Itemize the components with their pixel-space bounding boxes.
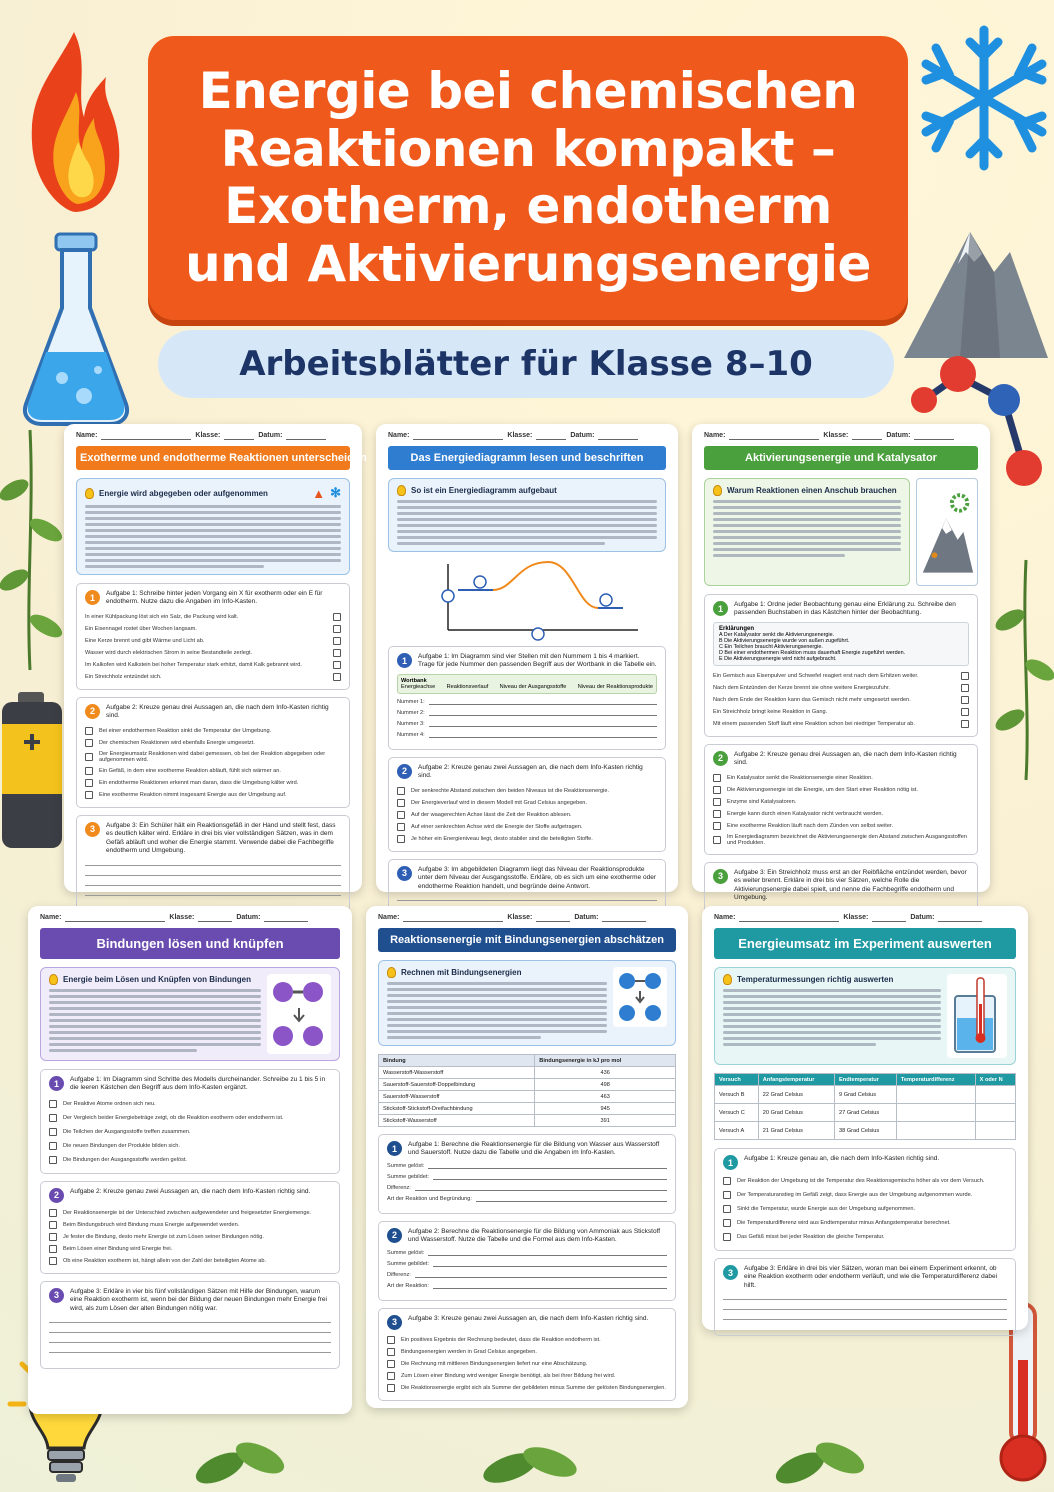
lightbulb-icon (85, 488, 94, 499)
subtitle-pill (158, 330, 894, 398)
lightbulb-icon (723, 974, 732, 985)
answer-checkbox[interactable] (961, 708, 969, 716)
lightbulb-icon (49, 974, 58, 985)
answer-checkbox[interactable] (397, 835, 405, 843)
answer-checkbox[interactable] (397, 787, 405, 795)
answer-field[interactable]: Differenz: (387, 1185, 667, 1191)
answer-field[interactable]: Summe gelöst: (387, 1163, 667, 1169)
list-item[interactable]: Eine exotherme Reaktion läuft nach dem Zünden von selbst weiter. (713, 820, 969, 832)
list-item[interactable]: Beim Bindungsbruch wird Bindung muss Energie aufgewendet werden. (49, 1219, 331, 1231)
list-item[interactable]: Der chemischen Reaktionen wird ebenfalls Energie umgesetzt. (85, 737, 341, 749)
list-item[interactable]: In einer Kühlpackung löst sich ein Salz, die Packung wird kalt. (85, 611, 341, 623)
table-row: Sauerstoff-Sauerstoff-Doppelbindung 498 (379, 1079, 676, 1091)
answer-checkbox[interactable] (49, 1221, 57, 1229)
list-item[interactable]: Mit einem passenden Stoff läuft eine Reaktion schon bei niedriger Temperatur ab. (713, 718, 969, 730)
info-text (397, 500, 657, 545)
task-2: 2 Aufgabe 2: Kreuze genau drei Aussagen an, die nach dem Info-Kasten richtig sind. Ein Katalysator senkt die Reaktionsenergie einer Reaktion. Die Aktivierungsenergie ist die Energie, um den Start einer Reaktion nötig ist. Enzyme sind Katalysatoren. Energie kann durch einen Katalysator nicht verbraucht werden. Eine exotherme Reaktion läuft nach dem Zünden von selbst weiter. Im Energiediagramm bezeichnet die Aktivierungsenergie den Abstand zwischen Ausgangsstoffen und Produkten. (704, 744, 978, 855)
answer-cell[interactable] (975, 1086, 1015, 1104)
page-title: Energie bei chemischen Reaktionen kompakt – Exotherm, endotherm und Aktivierungsenergie (185, 62, 871, 293)
info-box: Temperaturmessungen richtig auswerten (714, 967, 1016, 1065)
list-item[interactable]: Bindungsenergien werden in Grad Celsius angegeben. (387, 1346, 667, 1358)
answer-checkbox[interactable] (333, 649, 341, 657)
answer-field[interactable]: Differenz: (387, 1272, 667, 1278)
task-1: 1 Aufgabe 1: Im Diagramm sind vier Stellen mit den Nummern 1 bis 4 markiert. Trage für jede Nummer den passenden Begriff aus der Wortbank in die Tabelle ein. Wortbank Energieachse Reaktionsverlauf Niveau der Ausgangsstoffe Niveau der Reaktionsprodukte Nummer 1: Nummer 2: Nummer 3: Nummer 4: (388, 646, 666, 750)
flask-icon (18, 228, 134, 428)
answer-field[interactable]: Art der Reaktion: (387, 1283, 667, 1289)
list-item[interactable]: Die Temperaturdifferenz wird aus Endtemperatur minus Anfangstemperatur berechnet. (723, 1216, 1007, 1230)
task-3: 3 Aufgabe 3: Erkläre in drei bis vier Sätzen, woran man bei einem Experiment erkennt, ob eine Reaktion exotherm oder endotherm verläuft, und wie die Temperaturdifferenz dabei hilft. (714, 1258, 1016, 1336)
lightbulb-icon (397, 485, 406, 496)
answer-cell[interactable] (896, 1104, 975, 1122)
answer-cell[interactable] (896, 1086, 975, 1104)
answer-checkbox[interactable] (713, 786, 721, 794)
answer-checkbox[interactable] (85, 779, 93, 787)
answer-field[interactable]: Art der Reaktion und Begründung: (387, 1196, 667, 1202)
worksheet-aktivierungsenergie (692, 424, 990, 902)
answer-checkbox[interactable] (713, 822, 721, 830)
list-item[interactable]: Ein Streichholz bringt keine Reaktion in Gang. (713, 706, 969, 718)
flame-icon (14, 22, 134, 222)
list-item[interactable]: Der Energieumsatz Reaktionen wird dabei gemessen, ob bei der Reaktion abgegeben oder aufgenommen wird. (85, 749, 341, 765)
answer-checkbox[interactable] (961, 696, 969, 704)
answer-checkbox[interactable] (397, 799, 405, 807)
answer-checkbox[interactable] (49, 1142, 57, 1150)
list-item[interactable]: Der Energieverlauf wird in diesem Modell mit Grad Celsius angegeben. (397, 797, 657, 809)
lightbulb-icon (387, 967, 396, 978)
task-3: 3 Aufgabe 3: Erkläre in vier bis fünf vollständigen Sätzen mit Hilfe der Bindungen, warum eine Reaktion exotherm ist, wenn bei der Bildung der neuen Bindungen mehr Energie frei wird, als zum Lösen der alten Bindungen nötig war. (40, 1281, 340, 1369)
list-item[interactable]: Die Reaktionsenergie ergibt sich als Summe der gebildeten minus Summe der gelösten Bindungsenergien. (387, 1382, 667, 1394)
worksheet-title: Energieumsatz im Experiment auswerten (714, 928, 1016, 959)
bond-molecules-icon (267, 974, 331, 1054)
worksheet-experiment (702, 906, 1028, 1330)
worksheet-title: Aktivierungsenergie und Katalysator (704, 446, 978, 470)
table-row: Sauerstoff-Wasserstoff 463 (379, 1091, 676, 1103)
worksheet-header: Name: Klasse: Datum: (40, 914, 340, 922)
answer-checkbox[interactable] (387, 1360, 395, 1368)
table-row: Wasserstoff-Wasserstoff 436 (379, 1067, 676, 1079)
answer-checkbox[interactable] (85, 753, 93, 761)
list-item[interactable]: Ein Eisennagel rostet über Wochen langsam. (85, 623, 341, 635)
table-row: Versuch A 21 Grad Celsius 38 Grad Celsius (715, 1122, 1016, 1140)
page-subtitle: Arbeitsblätter für Klasse 8–10 (239, 344, 813, 384)
list-item[interactable]: Ein Gefäß, in dem eine exotherme Reaktion abläuft, fühlt sich wärmer an. (85, 765, 341, 777)
answer-checkbox[interactable] (713, 774, 721, 782)
task-3: 3 Aufgabe 3: Ein Schüler hält ein Reaktionsgefäß in der Hand und stellt fest, dass es deutlich kälter wird. Erkläre in drei bis vier vollständigen Sätzen, was in dem Gefäß abläuft und woher die Energie stammt. Verwende dabei die Fachbegriffe endotherm und Umgebung. (76, 815, 350, 912)
answer-checkbox[interactable] (85, 739, 93, 747)
task-1: 1 Aufgabe 1: Schreibe hinter jeden Vorgang ein X für exotherm oder ein E für endotherm. Nutze dazu die Angaben im Info-Kasten. In einer Kühlpackung löst sich ein Salz, die Packung wird kalt. Ein Eisennagel rostet über Wochen langsam. Eine Kerze brennt und gibt Wärme und Licht ab. Wasser wird durch elektrischen Strom in seine Bestandteile zerlegt. Im Kalkofen wird Kalkstein bei hoher Temperatur stark erhitzt, damit Kalk gebrannt wird. Ein Streichholz entzündet sich. (76, 583, 350, 690)
list-item[interactable]: Der Reaktive Atome ordnen sich neu. (49, 1097, 331, 1111)
task-1: 1 Aufgabe 1: Berechne die Reaktionsenergie für die Bildung von Wasser aus Wasserstoff und Sauerstoff. Nutze dazu die Tabelle und die Angaben im Info-Kasten. Summe gelöst: Summe gebildet: Differenz: Art der Reaktion und Begründung: (378, 1134, 676, 1214)
snowflake-icon (922, 18, 1046, 178)
mountain-icon (900, 212, 1050, 362)
answer-checkbox[interactable] (333, 661, 341, 669)
answer-checkbox[interactable] (387, 1336, 395, 1344)
worksheet-header: Name: Klasse: Datum: (378, 914, 676, 922)
answer-checkbox[interactable] (49, 1245, 57, 1253)
list-item[interactable]: Nach dem Entzünden der Kerze brennt sie ohne weitere Energiezufuhr. (713, 682, 969, 694)
answer-lines[interactable] (85, 865, 341, 896)
worksheet-exotherm-endotherm (64, 424, 367, 892)
task-2: 2 Aufgabe 2: Kreuze genau drei Aussagen an, die nach dem Info-Kasten richtig sind. Bei einer endothermen Reaktion sinkt die Temperatur der Umgebung. Der chemischen Reaktionen wird ebenfalls Energie umgesetzt. Der Energieumsatz Reaktionen wird dabei gemessen, ob bei der Reaktion abgegeben oder aufgenommen wird. Ein Gefäß, in dem eine exotherme Reaktion abläuft, fühlt sich wärmer an. Ein endotherme Reaktionen erkennt man daran, dass die Umgebung kälter wird. Eine exotherme Reaktion nimmt insgesamt Energie aus der Umgebung auf. (76, 697, 350, 808)
mountain-gear-icon (916, 478, 978, 586)
list-item[interactable]: Zum Lösen einer Bindung wird weniger Energie benötigt, als bei ihrer Bildung frei wird. (387, 1370, 667, 1382)
task-2: 2 Aufgabe 2: Kreuze genau zwei Aussagen an, die nach dem Info-Kasten richtig sind. Der Reaktionsenergie ist der Unterschied zwischen aufgewendeter und freigesetzter Energiemenge. Beim Bindungsbruch wird Bindung muss Energie aufgewendet werden. Je fester die Bindung, desto mehr Energie ist zum Lösen seiner Bindungen nötig. Beim Lösen einer Bindung wird Energie frei. Ob eine Reaktion exotherm ist, hängt allein von der Zahl der beteiligten Atome ab. (40, 1181, 340, 1274)
leaf-decoration (0, 430, 64, 670)
answer-checkbox[interactable] (961, 672, 969, 680)
answer-checkbox[interactable] (961, 684, 969, 692)
bond-energy-table: Bindung Bindungsenergie in kJ pro mol Wasserstoff-Wasserstoff 436 Sauerstoff-Sauerstoff-Doppelbindung 498 Sauerstoff-Wasserstoff 463 Stickstoff-Stickstoff-Dreifachbindung 945 Stickstoff-Wasserstoff 391 (378, 1054, 676, 1127)
leaf-decoration (180, 1418, 880, 1492)
list-item[interactable]: Je höher ein Energieniveau liegt, desto stabiler sind die beteiligten Stoffe. (397, 833, 657, 845)
answer-checkbox[interactable] (713, 810, 721, 818)
answer-field[interactable]: Summe gebildet: (387, 1261, 667, 1267)
table-row: Stickstoff-Stickstoff-Dreifachbindung 945 (379, 1103, 676, 1115)
table-row: Stickstoff-Wasserstoff 391 (379, 1115, 676, 1127)
info-text (723, 989, 941, 1046)
info-text (387, 982, 607, 1039)
list-item[interactable]: Ein endotherme Reaktionen erkennt man daran, dass die Umgebung kälter wird. (85, 777, 341, 789)
list-item[interactable]: Die Bindungen der Ausgangsstoffe werden gelöst. (49, 1153, 331, 1167)
list-item[interactable]: Ein Gemisch aus Eisenpulver und Schwefel reagiert erst nach dem Erhitzen weiter. (713, 670, 969, 682)
list-item[interactable]: Wasser wird durch elektrischen Strom in seine Bestandteile zerlegt. (85, 647, 341, 659)
info-text (713, 500, 901, 557)
answer-checkbox[interactable] (397, 823, 405, 831)
atom-grid-icon (613, 967, 667, 1027)
answer-checkbox[interactable] (85, 791, 93, 799)
beaker-thermometer-icon (947, 974, 1007, 1058)
list-item[interactable]: Beim Lösen einer Bindung wird Energie frei. (49, 1243, 331, 1255)
battery-icon (0, 690, 66, 850)
answer-checkbox[interactable] (49, 1257, 57, 1265)
task-3: 3 Aufgabe 3: Kreuze genau zwei Aussagen an, die nach dem Info-Kasten richtig sind. Ein positives Ergebnis der Rechnung bedeutet, dass die Reaktion endotherm ist. Bindungsenergien werden in Grad Celsius angegeben. Die Rechnung mit mittleren Bindungsenergien liefert nur eine Abschätzung. Zum Lösen einer Bindung wird weniger Energie benötigt, als bei ihrer Bildung frei wird. Die Reaktionsenergie ergibt sich als Summe der gebildeten minus Summe der gelösten Bindungsenergien. (378, 1308, 676, 1401)
answer-field[interactable]: Summe gelöst: (387, 1250, 667, 1256)
table-row: Versuch C 20 Grad Celsius 27 Grad Celsius (715, 1104, 1016, 1122)
answer-lines[interactable] (723, 1299, 1007, 1320)
worksheet-bindungsenergien (366, 906, 688, 1408)
list-item[interactable]: Auf der waagerechten Achse lässt die Zeit der Reaktion ablesen. (397, 809, 657, 821)
answer-field[interactable]: Nummer 1: (397, 699, 657, 705)
table-row: Versuch B 22 Grad Celsius 9 Grad Celsius (715, 1086, 1016, 1104)
answer-checkbox[interactable] (961, 720, 969, 728)
list-item[interactable]: Nach dem Ende der Reaktion kann das Gemisch nicht mehr umgesetzt werden. (713, 694, 969, 706)
list-item[interactable]: Auf einer senkrechten Achse wird die Energie der Stoffe aufgetragen. (397, 821, 657, 833)
answer-checkbox[interactable] (333, 625, 341, 633)
leaf-decoration (996, 560, 1054, 780)
list-item[interactable]: Enzyme sind Katalysatoren. (713, 796, 969, 808)
answer-checkbox[interactable] (723, 1233, 731, 1241)
list-item[interactable]: Sinkt die Temperatur, wurde Energie aus der Umgebung aufgenommen. (723, 1202, 1007, 1216)
list-item[interactable]: Eine Kerze brennt und gibt Wärme und Licht ab. (85, 635, 341, 647)
list-item[interactable]: Das Gefäß misst bei jeder Reaktion die gleiche Temperatur. (723, 1230, 1007, 1244)
answer-checkbox[interactable] (49, 1233, 57, 1241)
task-1: 1 Aufgabe 1: Kreuze genau an, die nach dem Info-Kasten richtig sind. Der Reaktion der Umgebung ist die Temperatur des Reaktionsgemischs höher als vor dem Versuch. Der Temperaturanstieg im Gefäß zeigt, dass Energie aus der Umgebung aufgenommen wurde. Sinkt die Temperatur, wurde Energie aus der Umgebung aufgenommen. Die Temperaturdifferenz wird aus Endtemperatur minus Anfangstemperatur berechnet. Das Gefäß misst bei jeder Reaktion die gleiche Temperatur. (714, 1148, 1016, 1251)
list-item[interactable]: Ein Katalysator senkt die Reaktionsenergie einer Reaktion. (713, 772, 969, 784)
list-item[interactable]: Der Reaktion der Umgebung ist die Temperatur des Reaktionsgemischs höher als vor dem Versuch. (723, 1174, 1007, 1188)
list-item[interactable]: Im Energiediagramm bezeichnet die Aktivierungsenergie den Abstand zwischen Ausgangsstoffen und Produkten. (713, 832, 969, 848)
experiment-table: Versuch Anfangstemperatur Endtemperatur Temperaturdifferenz X oder N Versuch B 22 Grad Celsius 9 Grad Celsius Versuch C 20 Grad Celsius 27 Grad Celsius Versuch A 21 Grad Celsius 38 Grad Celsius (714, 1073, 1016, 1140)
info-box: Energie wird abgegeben oder aufgenommen ▲ ✻ (76, 478, 350, 575)
lightbulb-icon (713, 485, 722, 496)
explanations-box: Erklärungen A Der Katalysator senkt die Aktivierungsenergie. B Die Aktivierungsenergie wurde von außen zugeführt. C Ein Teilchen braucht Aktivierungsenergie. D Bei einer endothermen Reaktion muss dauerhaft Energie zugeführt werden. E Die Aktivierungsenergie wird nicht aufgebracht. (713, 622, 969, 666)
worksheet-energiediagramm (376, 424, 678, 892)
energy-diagram (388, 560, 664, 640)
answer-checkbox[interactable] (85, 767, 93, 775)
list-item[interactable]: Eine exotherme Reaktion nimmt insgesamt Energie aus der Umgebung auf. (85, 789, 341, 801)
worksheet-header: Name: Klasse: Datum: (388, 432, 666, 440)
answer-checkbox[interactable] (397, 811, 405, 819)
answer-lines[interactable] (49, 1322, 331, 1353)
answer-checkbox[interactable] (713, 836, 721, 844)
task-3: 3 Aufgabe 3: Ein Streichholz muss erst an der Reibfläche entzündet werden, bevor es weiter brennt. Erkläre in drei bis vier Sätzen, welche Rolle die Aktivierungsenergie dabei spielt, und nenne die Fachbegriffe endotherm und Umgebung. (704, 862, 978, 949)
list-item[interactable]: Die Teilchen der Ausgangsstoffe treffen zusammen. (49, 1125, 331, 1139)
worksheet-title: Das Energiediagramm lesen und beschriften (388, 446, 666, 470)
list-item[interactable]: Die Rechnung mit mittleren Bindungsenergien liefert nur eine Abschätzung. (387, 1358, 667, 1370)
task-2: 2 Aufgabe 2: Berechne die Reaktionsenergie für die Bildung von Ammoniak aus Stickstoff und Wasserstoff. Nutze die Tabelle und die Formel aus dem Info-Kasten. Summe gelöst: Summe gebildet: Differenz: Art der Reaktion: (378, 1221, 676, 1301)
task-3: 3 Aufgabe 3: Im abgebildeten Diagramm liegt das Niveau der Reaktionsprodukte unter dem Niveau der Ausgangsstoffe. Erkläre, ob es sich um eine exotherme oder endotherme Reaktion handelt, und begründe deine Antwort. (388, 859, 666, 937)
answer-field[interactable]: Nummer 4: (397, 732, 657, 738)
answer-checkbox[interactable] (49, 1128, 57, 1136)
list-item[interactable]: Ob eine Reaktion exotherm ist, hängt allein von der Zahl der beteiligten Atome ab. (49, 1255, 331, 1267)
answer-checkbox[interactable] (723, 1177, 731, 1185)
answer-checkbox[interactable] (387, 1348, 395, 1356)
answer-checkbox[interactable] (387, 1384, 395, 1392)
list-item[interactable]: Der Vergleich beider Energiebeträge zeigt, ob die Reaktion exotherm oder endotherm ist. (49, 1111, 331, 1125)
task-2: 2 Aufgabe 2: Kreuze genau zwei Aussagen an, die nach dem Info-Kasten richtig sind. Der senkrechte Abstand zwischen den beiden Niveaus ist die Reaktionsenergie. Der Energieverlauf wird in diesem Modell mit Grad Celsius angegeben. Auf der waagerechten Achse lässt die Zeit der Reaktion ablesen. Auf einer senkrechten Achse wird die Energie der Stoffe aufgetragen. Je höher ein Energieniveau liegt, desto stabiler sind die beteiligten Stoffe. (388, 757, 666, 852)
worksheet-title: Bindungen lösen und knüpfen (40, 928, 340, 959)
answer-checkbox[interactable] (713, 798, 721, 806)
answer-checkbox[interactable] (387, 1372, 395, 1380)
worksheet-bindungen (28, 906, 352, 1414)
list-item[interactable]: Ein positives Ergebnis der Rechnung bedeutet, dass die Reaktion endotherm ist. (387, 1334, 667, 1346)
answer-checkbox[interactable] (333, 613, 341, 621)
list-item[interactable]: Je fester die Bindung, desto mehr Energie ist zum Lösen seiner Bindungen nötig. (49, 1231, 331, 1243)
answer-checkbox[interactable] (723, 1205, 731, 1213)
snow-down-icon: ✻ (330, 485, 341, 500)
answer-checkbox[interactable] (723, 1191, 731, 1199)
answer-checkbox[interactable] (49, 1100, 57, 1108)
answer-cell[interactable] (975, 1104, 1015, 1122)
fire-up-icon: ▲ (312, 485, 326, 501)
answer-cell[interactable] (896, 1122, 975, 1140)
worksheet-title: Exotherme und endotherme Reaktionen unterscheiden (76, 446, 350, 470)
info-box: So ist ein Energiediagramm aufgebaut (388, 478, 666, 552)
info-text (85, 505, 341, 568)
list-item[interactable]: Die neuen Bindungen der Produkte bilden sich. (49, 1139, 331, 1153)
answer-checkbox[interactable] (85, 727, 93, 735)
answer-checkbox[interactable] (333, 637, 341, 645)
list-item[interactable]: Bei einer endothermen Reaktion sinkt die Temperatur der Umgebung. (85, 725, 341, 737)
task-1: 1 Aufgabe 1: Im Diagramm sind Schritte des Modells durcheinander. Schreibe zu 1 bis 5 in die leeren Kästchen den Begriff aus dem Info-Kasten ergänzt. Der Reaktive Atome ordnen sich neu. Der Vergleich beider Energiebeträge zeigt, ob die Reaktion exotherm oder endotherm ist. Die Teilchen der Ausgangsstoffe treffen zusammen. Die neuen Bindungen der Produkte bilden sich. Die Bindungen der Ausgangsstoffe werden gelöst. (40, 1069, 340, 1174)
list-item[interactable]: Im Kalkofen wird Kalkstein bei hoher Temperatur stark erhitzt, damit Kalk gebrannt wird. (85, 659, 341, 671)
answer-field[interactable]: Summe gebildet: (387, 1174, 667, 1180)
worksheet-header: Name: Klasse: Datum: (704, 432, 978, 440)
task-1: 1 Aufgabe 1: Ordne jeder Beobachtung genau eine Erklärung zu. Schreibe den passenden Buchstaben in das Kästchen hinter der Beobachtung. Erklärungen A Der Katalysator senkt die Aktivierungsenergie. B Die Aktivierungsenergie wurde von außen zugeführt. C Ein Teilchen braucht Aktivierungsenergie. D Bei einer endothermen Reaktion muss dauerhaft Energie zugeführt werden. E Die Aktivierungsenergie wird nicht aufgebracht. Ein Gemisch aus Eisenpulver und Schwefel reagiert erst nach dem Erhitzen weiter. Nach dem Entzünden der Kerze brennt sie ohne weitere Energiezufuhr. Nach dem Ende der Reaktion kann das Gemisch nicht mehr umgesetzt werden. Ein Streichholz bringt keine Reaktion in Gang. Mit einem passenden Stoff läuft eine Reaktion schon bei niedriger Temperatur ab. (704, 594, 978, 737)
list-item[interactable]: Der senkrechte Abstand zwischen den beiden Niveaus ist die Reaktionsenergie. (397, 785, 657, 797)
answer-cell[interactable] (975, 1122, 1015, 1140)
answer-checkbox[interactable] (49, 1209, 57, 1217)
answer-checkbox[interactable] (49, 1114, 57, 1122)
answer-field[interactable]: Nummer 3: (397, 721, 657, 727)
worksheet-title: Reaktionsenergie mit Bindungsenergien abschätzen (378, 928, 676, 952)
word-bank: Wortbank Energieachse Reaktionsverlauf Niveau der Ausgangsstoffe Niveau der Reaktionsprodukte (397, 674, 657, 694)
info-text (49, 989, 261, 1052)
answer-checkbox[interactable] (333, 673, 341, 681)
title-banner (148, 36, 908, 320)
list-item[interactable]: Die Aktivierungsenergie ist die Energie, um den Start einer Reaktion nötig ist. (713, 784, 969, 796)
worksheet-header: Name: Klasse: Datum: (76, 432, 350, 440)
list-item[interactable]: Der Reaktionsenergie ist der Unterschied zwischen aufgewendeter und freigesetzter Energiemenge. (49, 1207, 331, 1219)
list-item[interactable]: Energie kann durch einen Katalysator nicht verbraucht werden. (713, 808, 969, 820)
answer-checkbox[interactable] (49, 1156, 57, 1164)
answer-field[interactable]: Nummer 2: (397, 710, 657, 716)
info-box: Rechnen mit Bindungsenergien (378, 960, 676, 1046)
list-item[interactable]: Ein Streichholz entzündet sich. (85, 671, 341, 683)
info-box: Energie beim Lösen und Knüpfen von Bindungen (40, 967, 340, 1061)
worksheet-header: Name: Klasse: Datum: (714, 914, 1016, 922)
list-item[interactable]: Der Temperaturanstieg im Gefäß zeigt, dass Energie aus der Umgebung aufgenommen wurde. (723, 1188, 1007, 1202)
answer-checkbox[interactable] (723, 1219, 731, 1227)
info-box: Warum Reaktionen einen Anschub brauchen (704, 478, 910, 586)
